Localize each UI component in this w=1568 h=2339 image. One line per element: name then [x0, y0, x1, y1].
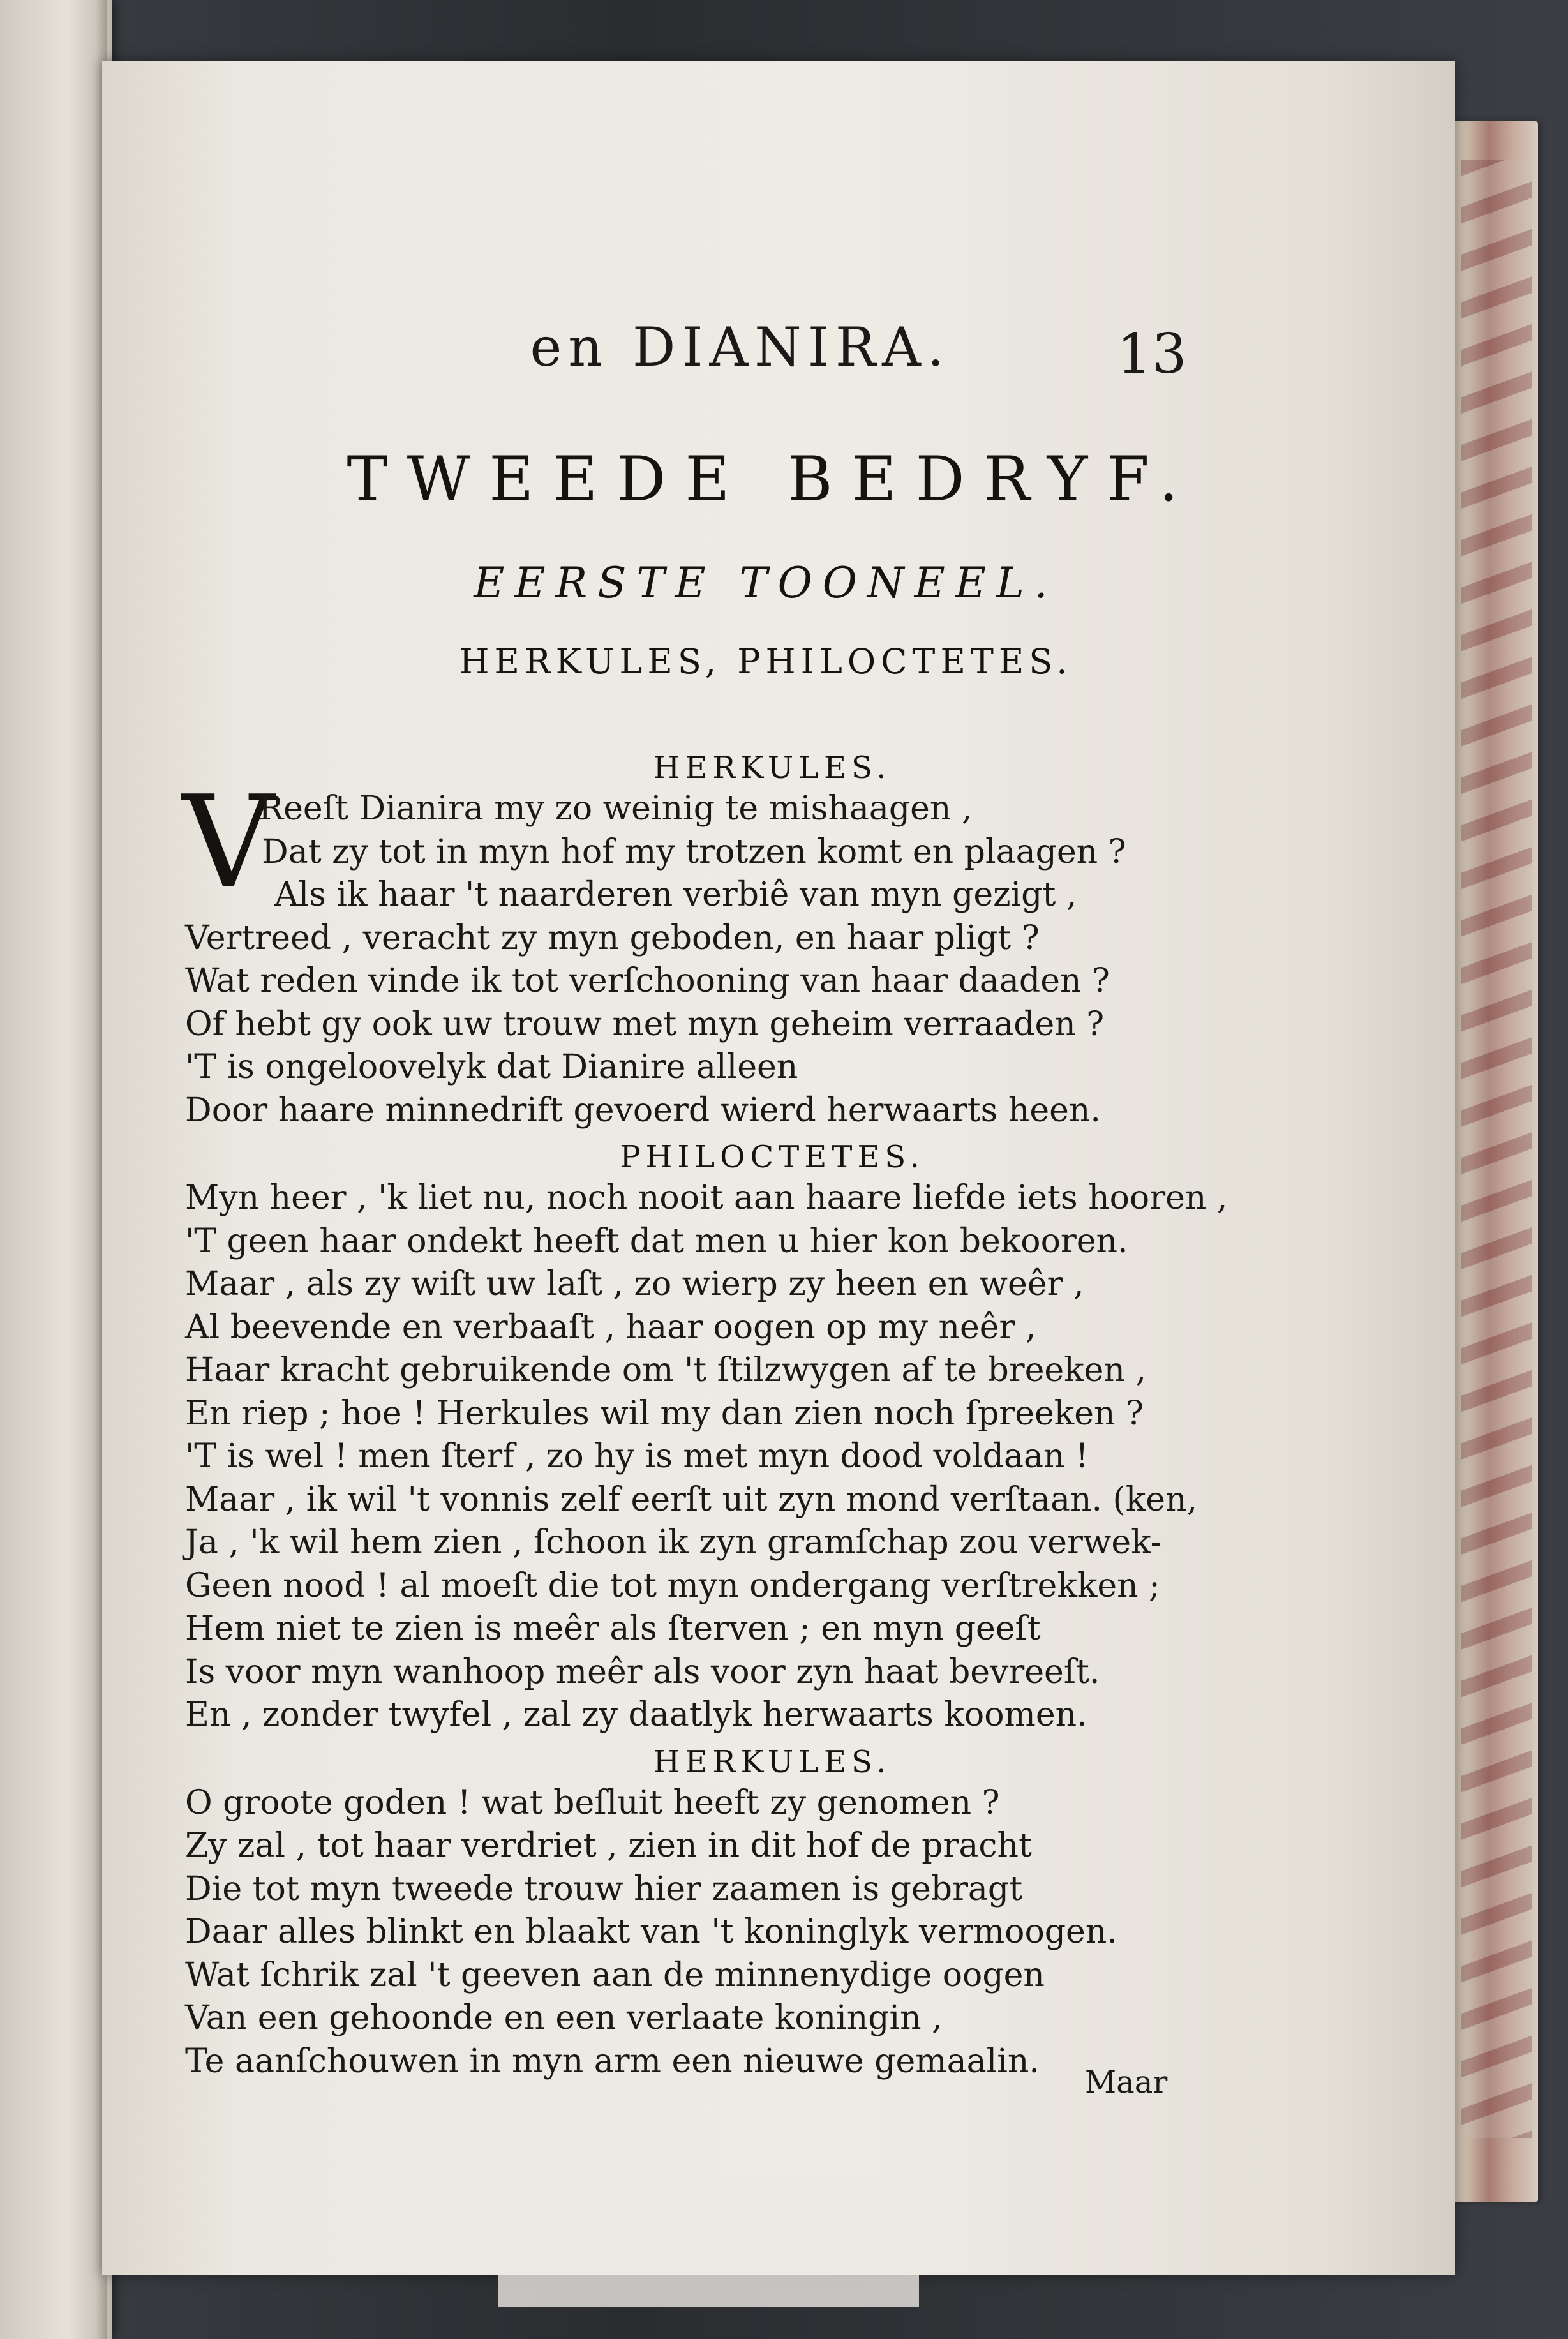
- verse-line: Vertreed , veracht zy myn geboden, en haar pligt ?: [185, 918, 1040, 957]
- verse-line: Door haare minnedrift gevoerd wierd herwaarts heen.: [185, 1091, 1101, 1130]
- paper-patch: [498, 2179, 919, 2307]
- verse-line: En , zonder twyfel , zal zy daatlyk herwaarts koomen.: [185, 1696, 1087, 1734]
- verse-line: Myn heer , 'k liet nu, noch nooit aan haare liefde iets hooren ,: [185, 1179, 1228, 1217]
- verse-line: Ja , 'k wil hem zien , ſchoon ik zyn gramſchap zou verwek-: [185, 1523, 1162, 1562]
- left-page-edge: [0, 0, 112, 2339]
- verse-line: Maar , ik wil 't vonnis zelf eerſt uit zyn mond verſtaan. (ken,: [185, 1480, 1198, 1519]
- verse-line: Reeſt Dianira my zo weinig te mishaagen ,: [258, 789, 973, 828]
- drop-cap: V: [182, 768, 274, 917]
- verse-line: 'T geen haar ondekt heeft dat men u hier kon bekooren.: [185, 1222, 1128, 1260]
- verse-line: Haar kracht gebruikende om 't ſtilzwygen af te breeken ,: [185, 1351, 1146, 1389]
- verse-line: O groote goden ! wat beſluit heeft zy genomen ?: [185, 1783, 1000, 1822]
- verse-line: 'T is wel ! men ſterf , zo hy is met myn dood voldaan !: [185, 1437, 1089, 1476]
- verse-line: Die tot myn tweede trouw hier zaamen is gebragt: [185, 1869, 1023, 1908]
- catchword: Maar: [1085, 2065, 1168, 2100]
- verse-line: Dat zy tot in myn hof my trotzen komt en plaagen ?: [262, 832, 1126, 871]
- verse-line: Zy zal , tot haar verdriet , zien in dit hof de pracht: [185, 1827, 1032, 1865]
- speaker-name: HERKULES.: [653, 1744, 892, 1780]
- speaker-name: HERKULES.: [653, 750, 892, 786]
- verse-line: Van een gehoonde en een verlaate koningin ,: [185, 1999, 943, 2037]
- verse-line: Is voor myn wanhoop meêr als voor zyn haat bevreeſt.: [185, 1652, 1100, 1691]
- page-number: 13: [1117, 322, 1187, 386]
- verse-line: Geen nood ! al moeſt die tot myn ondergang verſtrekken ;: [185, 1566, 1160, 1605]
- verse-line: Hem niet te zien is meêr als ſterven ; en myn geeſt: [185, 1610, 1041, 1648]
- book-page: [102, 61, 1455, 2275]
- verse-line: Als ik haar 't naarderen verbiê van myn gezigt ,: [274, 876, 1077, 914]
- verse-line: Al beevende en verbaaſt , haar oogen op my neêr ,: [185, 1308, 1036, 1347]
- verse-line: Of hebt gy ook uw trouw met myn geheim verraaden ?: [185, 1005, 1105, 1043]
- character-list: HERKULES, PHILOCTETES.: [459, 641, 1073, 682]
- verse-line: Maar , als zy wiſt uw laſt , zo wierp zy heen en weêr ,: [185, 1265, 1084, 1303]
- running-head: en DIANIRA.: [530, 316, 951, 378]
- verse-line: Wat ſchrik zal 't geeven aan de minnenydige oogen: [185, 1955, 1045, 1994]
- marbled-edge: [1461, 160, 1532, 2138]
- verse-line: Te aanſchouwen in myn arm een nieuwe gemaalin.: [185, 2042, 1040, 2081]
- page-header: [102, 316, 1455, 392]
- verse-line: Daar alles blinkt en blaakt van 't koninglyk vermoogen.: [185, 1913, 1117, 1951]
- verse-line: Wat reden vinde ik tot verſchooning van haar daaden ?: [185, 962, 1110, 1000]
- scene-title: EERSTE TOONEEL.: [474, 558, 1058, 608]
- verse-line: 'T is ongeloovelyk dat Dianire alleen: [185, 1048, 798, 1086]
- verse-line: En riep ; hoe ! Herkules wil my dan zien noch ſpreeken ?: [185, 1394, 1144, 1433]
- act-title: TWEEDE BEDRYF.: [347, 444, 1198, 515]
- speaker-name: PHILOCTETES.: [620, 1139, 925, 1175]
